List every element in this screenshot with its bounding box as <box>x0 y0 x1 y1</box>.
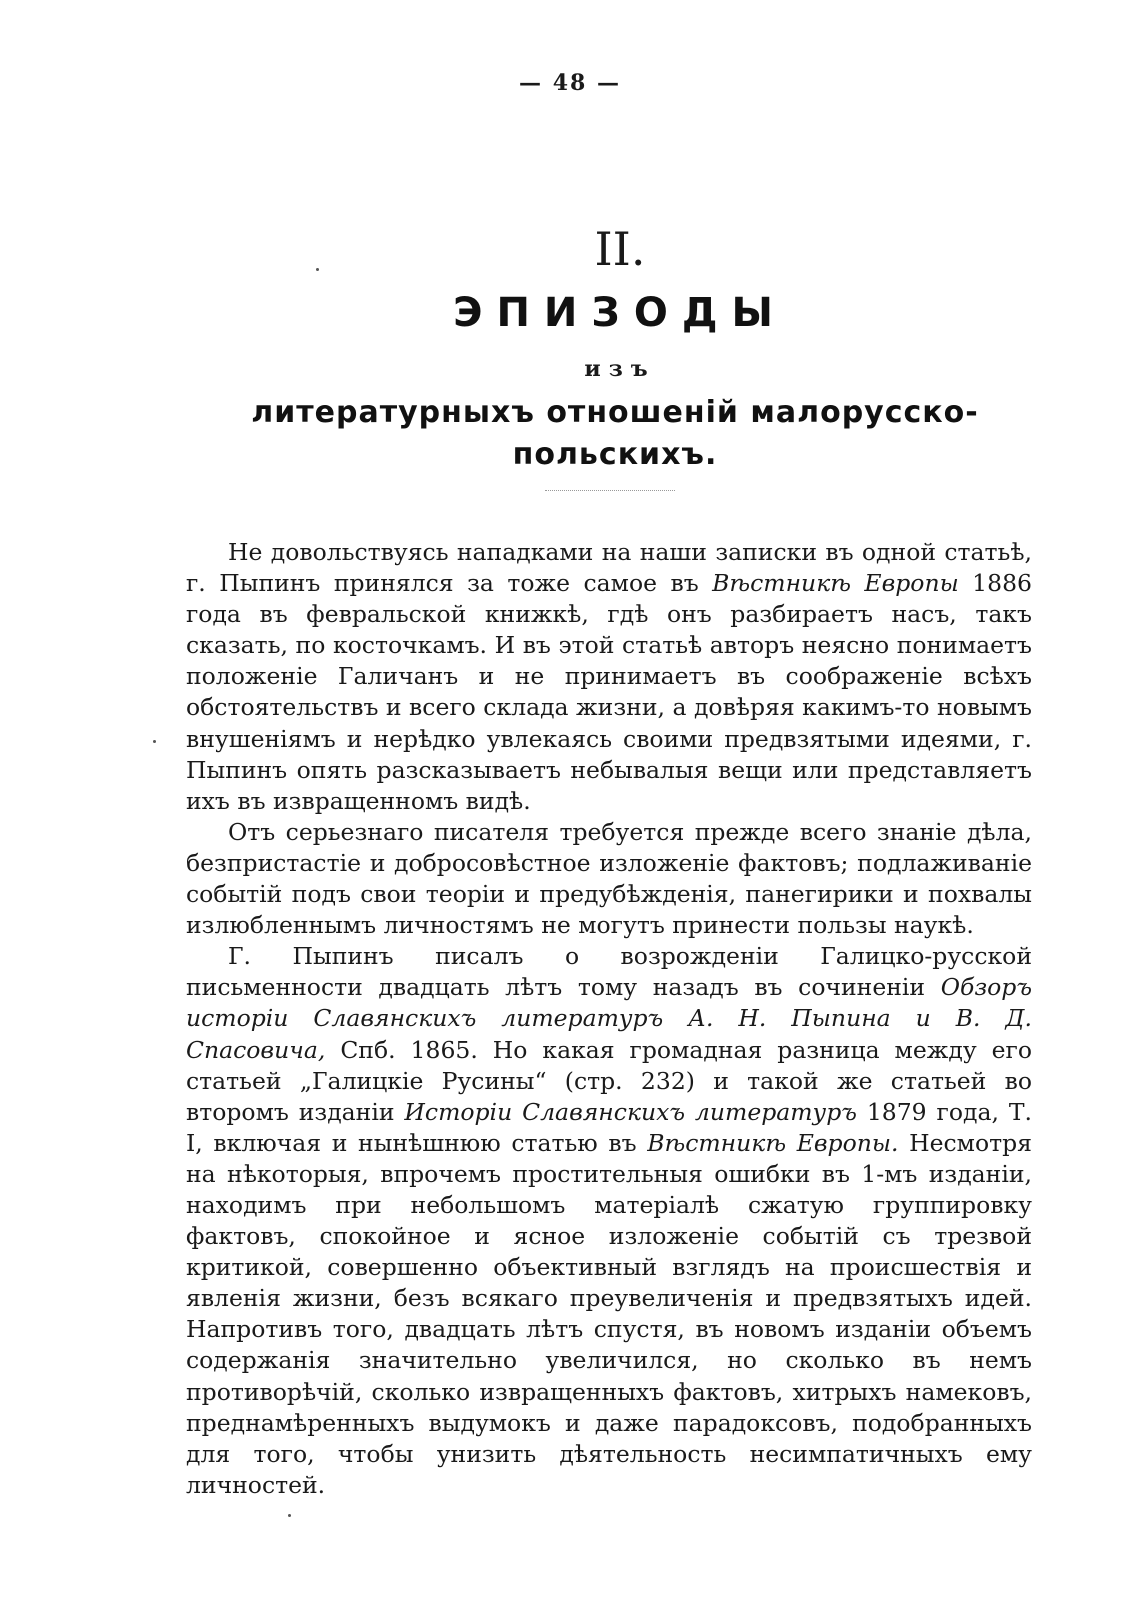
page-number: — 48 — <box>519 70 621 96</box>
ornamental-divider <box>545 490 675 491</box>
paragraph-3: Г. Пыпинъ писалъ о возрожденіи Галицко-русской письменности двадцать лѣтъ тому назадъ въ сочиненіи Обзоръ исторіи Славянскихъ литературъ А. Н. Пыпина и В. Д. Спасовича, Спб. 1865. Но какая громадная разница между его статьей „Галицкіе Русины“ (стр. 232) и такой же статьей во второмъ изданіи Исторіи Славянскихъ литературъ 1879 года, Т. I, включая и нынѣшнюю статью въ Вѣстникѣ Европы. Несмотря на нѣкоторыя, впрочемъ простительныя ошибки въ 1-мъ изданіи, находимъ при небольшомъ матеріалѣ сжатую группировку фактовъ, спокойное и ясное изложеніе событій съ трезвой критикой, совершенно объективный взглядъ на происшествія и явленія жизни, безъ всякаго преувеличенія и предвзятыхъ идей. Напротивъ того, двадцать лѣтъ спустя, въ новомъ изданіи объемъ содержанія значительно увеличился, но сколько въ немъ противорѣчій, сколько извращенныхъ фактовъ, хитрыхъ намековъ, преднамѣренныхъ выдумокъ и даже парадоксовъ, подобранныхъ для того, чтобы унизить дѣятельность несимпатичныхъ ему личностей. <box>186 942 1032 1499</box>
paragraph-2: Отъ серьезнаго писателя требуется прежде всего знаніе дѣла, безпристастіе и добросовѣстное изложеніе фактовъ; подлаживаніе событій подъ свои теоріи и предубѣжденія, панегирики и похвалы излюбленнымъ личностямъ не могутъ принести пользы наукѣ. <box>186 817 1032 940</box>
chapter-number: II. <box>594 222 646 276</box>
paper-speck <box>288 1514 291 1517</box>
paragraph-1: Не довольствуясь нападками на наши записки въ одной статьѣ, г. Пыпинъ принялся за тоже самое въ Вѣстникѣ Европы 1886 года въ февральской книжкѣ, гдѣ онъ разбираетъ насъ, такъ сказать, по косточкамъ. И въ этой статьѣ авторъ неясно понимаетъ положеніе Галичанъ и не принимаетъ въ соображеніе всѣхъ обстоятельствъ и всего склада жизни, а довѣряя какимъ-то новымъ внушеніямъ и нерѣдко увлекаясь своими предвзятыми идеями, г. Пыпинъ опять разсказываетъ небывалыя вещи или представляетъ ихъ въ извращенномъ видѣ. <box>186 538 1032 815</box>
book-title: Исторіи Славянскихъ литературъ <box>404 1097 857 1126</box>
journal-title: Вѣстникѣ Европы. <box>647 1128 899 1157</box>
book-title: Обзоръ исторіи Славянскихъ литературъ А. Н. Пыпина и В. Д. Спасовича, <box>186 973 1032 1064</box>
chapter-title: ЭПИЗОДЫ <box>453 290 787 336</box>
body-text <box>186 537 1032 1501</box>
paper-speck <box>316 268 319 271</box>
chapter-subtitle: литературныхъ отношеній малорусско-польскихъ. <box>251 395 979 472</box>
title-preposition: изъ <box>584 356 656 382</box>
journal-title: Вѣстникѣ Европы <box>712 569 959 598</box>
paper-speck <box>153 740 156 743</box>
